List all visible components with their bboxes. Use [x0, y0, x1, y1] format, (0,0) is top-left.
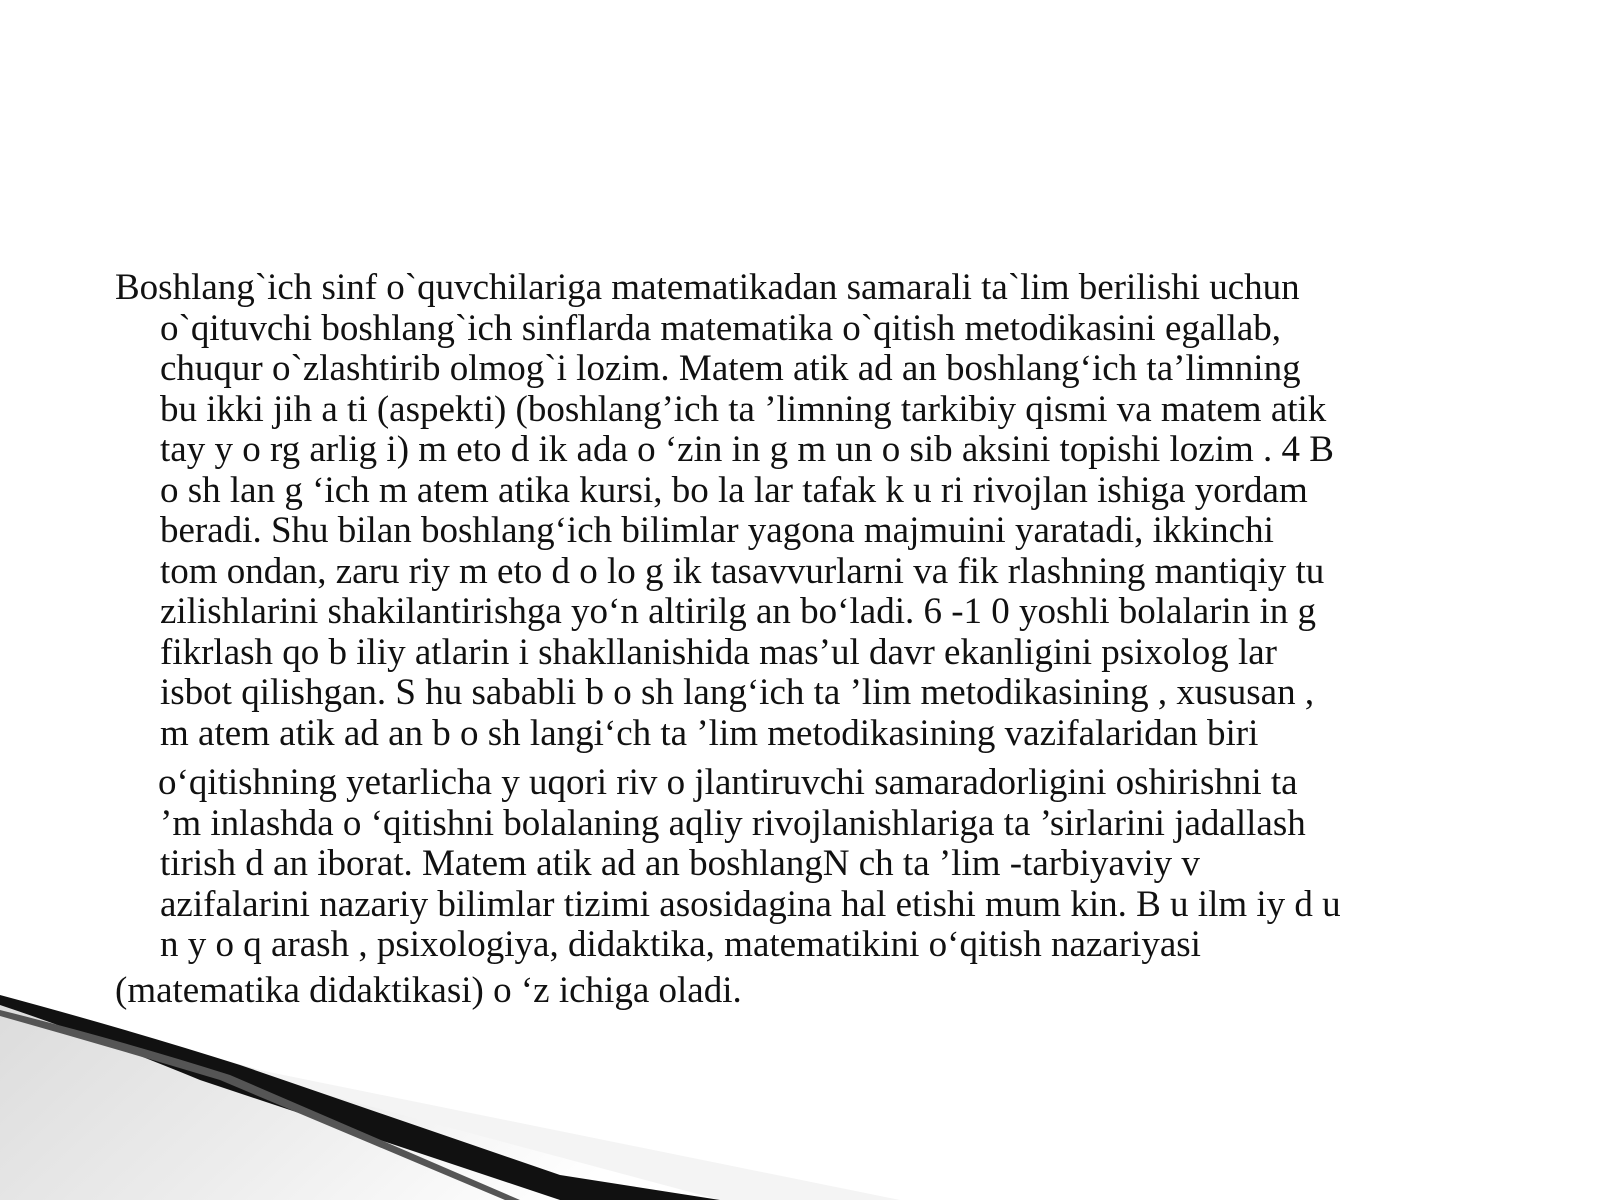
paragraph-line: tay y o rg arlig i) m eto d ik ada o ‘zin in g m un o sib aksini topishi lozim . 4 B — [160, 429, 1334, 470]
paragraph-line: fikrlash qo b iliy atlarin i shakllanishida mas’ul davr ekanligini psixolog lar — [160, 631, 1277, 673]
paragraph-line: chuqur o`zlashtirib olmog`i lozim. Matem atik ad an boshlang‘ich ta’limning — [160, 348, 1301, 389]
paragraph-line: beradi. Shu bilan boshlang‘ich bilimlar yagona majmuini yaratadi, ikkinchi — [160, 510, 1274, 551]
paragraph-line: tom ondan, zaru riy m eto d o lo g ik tasavvurlarni va fik rlashning mantiqiy tu — [160, 550, 1325, 592]
paragraph-line: bu ikki jih a ti (aspekti) (boshlang’ich ta ’limning tarkibiy qismi va matem atik — [160, 388, 1327, 430]
paragraph-line: n y o q arash , psixologiya, didaktika, matematikini o‘qitish nazariyasi — [160, 924, 1201, 965]
paragraph-line: o`qituvchi boshlang`ich sinflarda matematika o`qitish metodikasini egallab, — [160, 307, 1282, 349]
paragraph-line: tirish d an iborat. Matem atik ad an boshlangN ch ta ’lim -tarbiyaviy v — [160, 843, 1200, 884]
paragraph-line: o sh lan g ‘ich m atem atika kursi, bo la lar tafak k u ri rivojlan ishiga yordam — [160, 469, 1308, 511]
paragraph-line: isbot qilishgan. S hu sababli b o sh lang‘ich ta ’lim metodikasining , xususan , — [160, 672, 1315, 713]
main-paragraph — [115, 268, 1515, 1011]
paragraph-line: zilishlarini shakilantirishga yo‘n altirilg an bo‘ladi. 6 -1 0 yoshli bolalarin in g — [160, 591, 1317, 632]
paragraph-line: Boshlang`ich sinf o`quvchilariga matematikadan samarali ta`lim berilishi uchun — [115, 267, 1300, 308]
paragraph-line: azifalarini nazariy bilimlar tizimi asosidagina hal etishi mum kin. B u ilm iy d u — [160, 883, 1341, 925]
paragraph-line: ’m inlashda o ‘qitishni bolalaning aqliy rivojlanishlariga ta ’sirlarini jadallash — [160, 802, 1306, 844]
paragraph-line: m atem atik ad an b o sh langi‘ch ta ’lim metodikasining vazifalaridan biri — [160, 712, 1259, 754]
paragraph-line: (matematika didaktikasi) o ‘z ichiga oladi. — [115, 969, 742, 1011]
paragraph-line: o‘qitishning yetarlicha y uqori riv o jlantiruvchi samaradorligini oshirishni ta — [158, 762, 1298, 803]
